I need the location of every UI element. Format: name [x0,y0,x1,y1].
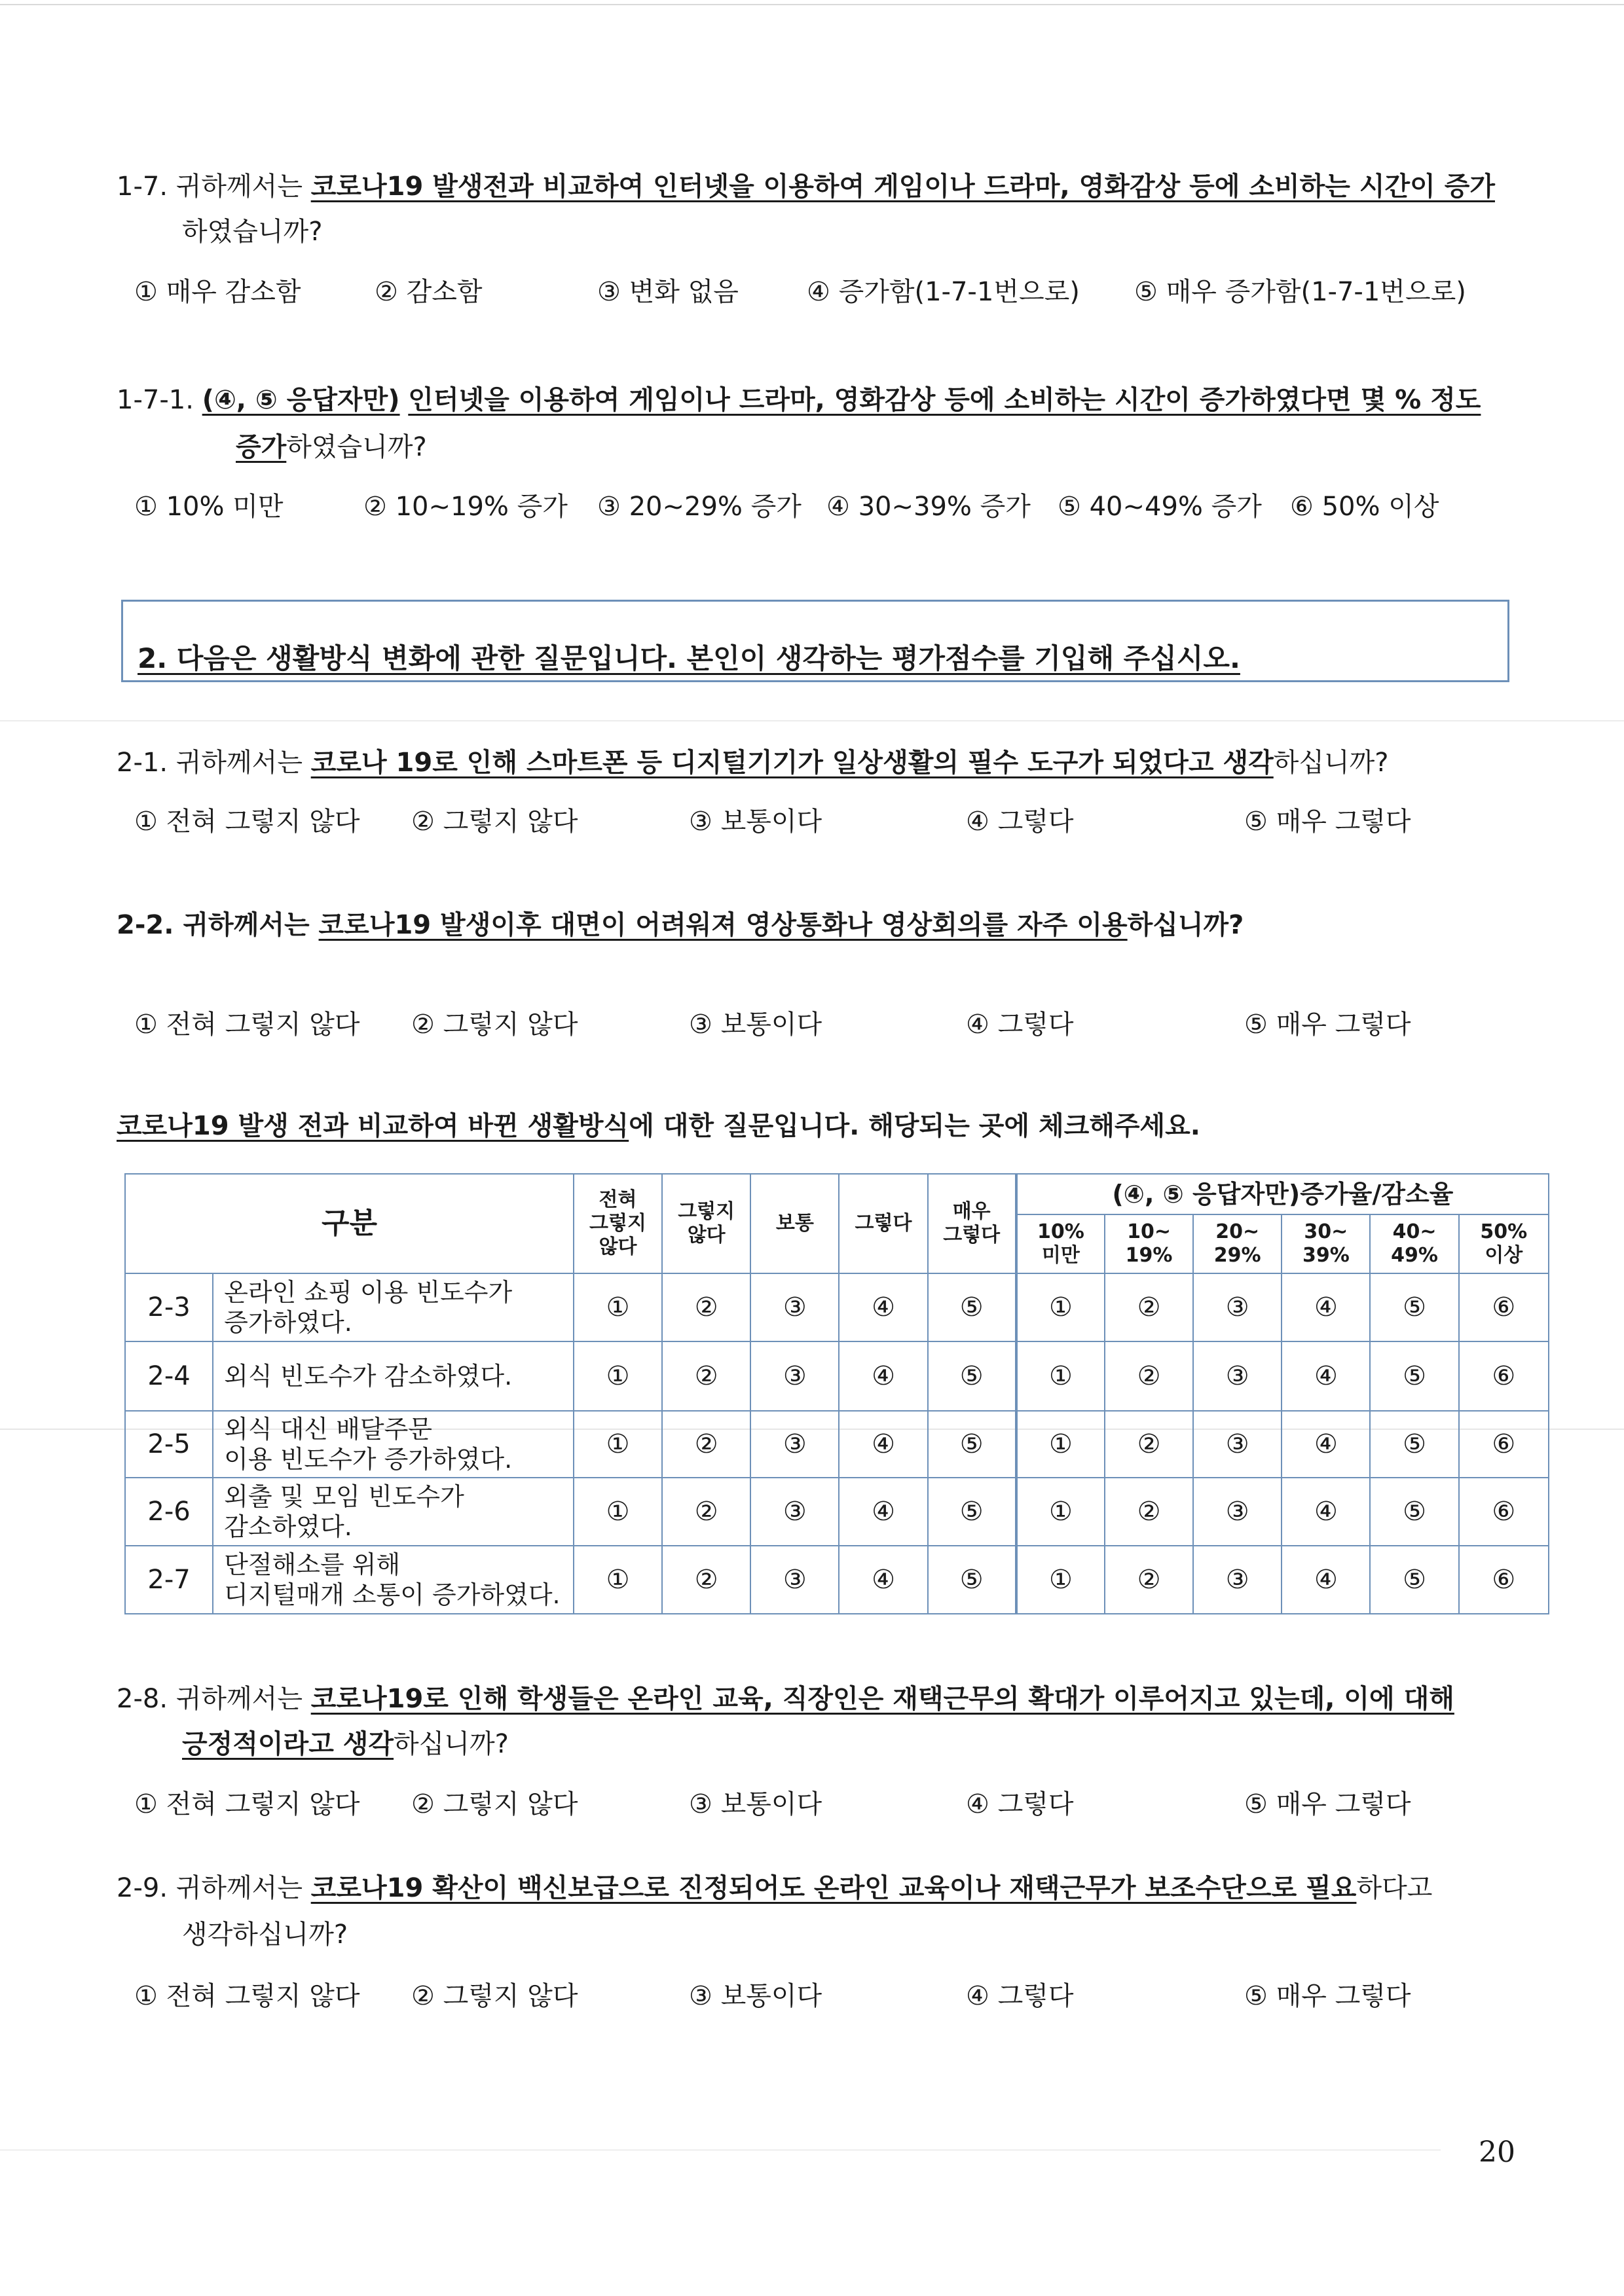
option-2[interactable]: ② 그렇지 않다 [411,1010,578,1040]
header-rate-6-text: 50% 이상 [1480,1220,1528,1267]
question-number: 1-7. [117,172,168,202]
table-intro [117,1108,1200,1144]
page-number: 20 [1479,2136,1515,2169]
question-2-9 [117,1870,1432,1906]
header-rate-4-text: 30~ 39% [1302,1220,1350,1267]
table-row [125,1546,1549,1614]
question-suffix: 하십니까? [394,1729,509,1759]
question-1-7-1 [117,382,1481,418]
rate-choice-5[interactable]: ⑤ [1370,1341,1458,1411]
likert-choice-4[interactable]: ④ [839,1273,927,1341]
likert-choice-2[interactable]: ② [662,1546,750,1614]
rate-choice-2[interactable]: ② [1105,1341,1193,1411]
rate-choice-1[interactable]: ① [1016,1478,1105,1546]
option-5[interactable]: ⑤ 매우 그렇다 [1244,1981,1411,2011]
table-row [125,1411,1549,1478]
option-5[interactable]: ⑤ 40~49% 증가 [1058,492,1262,522]
header-rate-5 [1370,1214,1458,1273]
option-2[interactable]: ② 감소함 [375,277,483,307]
likert-choice-5[interactable]: ⑤ [928,1546,1016,1614]
option-5[interactable]: ⑤ 매우 그렇다 [1244,807,1411,837]
likert-choice-4[interactable]: ④ [839,1411,927,1478]
rate-choice-6[interactable]: ⑥ [1459,1273,1549,1341]
header-likert-2 [662,1174,750,1273]
likert-choice-1[interactable]: ① [574,1546,662,1614]
row-label-line1: 단절해소를 위해 [224,1550,401,1579]
option-6[interactable]: ⑥ 50% 이상 [1290,492,1439,522]
rate-choice-4[interactable]: ④ [1282,1546,1370,1614]
row-label [213,1411,574,1478]
header-category: 구분 [125,1174,574,1273]
likert-choice-4[interactable]: ④ [839,1546,927,1614]
option-2[interactable]: ② 그렇지 않다 [411,1981,578,2011]
question-prefix: 귀하께서는 [175,1873,303,1903]
row-id: 2-6 [125,1478,213,1546]
header-likert-5-text: 매우 그렇다 [943,1200,1001,1247]
likert-choice-3[interactable]: ③ [750,1546,839,1614]
question-2-8 [117,1681,1454,1717]
likert-choice-5[interactable]: ⑤ [928,1341,1016,1411]
likert-choice-1[interactable]: ① [574,1478,662,1546]
rate-choice-3[interactable]: ③ [1193,1546,1282,1614]
option-1[interactable]: ① 전혀 그렇지 않다 [134,1010,360,1040]
question-suffix: 하십니까? [1273,748,1389,778]
row-label [213,1341,574,1411]
likert-choice-3[interactable]: ③ [750,1273,839,1341]
row-label-line1: 온라인 쇼핑 이용 빈도수가 [224,1278,513,1307]
question-number: 2-9. [117,1873,168,1903]
option-4[interactable]: ④ 그렇다 [966,1010,1074,1040]
option-1[interactable]: ① 매우 감소함 [134,277,301,307]
rate-choice-1[interactable]: ① [1016,1273,1105,1341]
rate-choice-2[interactable]: ② [1105,1411,1193,1478]
rate-choice-2[interactable]: ② [1105,1478,1193,1546]
scan-artifact-fold [0,720,1624,721]
likert-choice-2[interactable]: ② [662,1273,750,1341]
question-underlined-line2: 긍정적이라고 생각 [182,1729,394,1759]
option-3[interactable]: ③ 20~29% 증가 [597,492,802,522]
option-5[interactable]: ⑤ 매우 그렇다 [1244,1789,1411,1819]
option-1[interactable]: ① 전혀 그렇지 않다 [134,1981,360,2011]
rate-choice-4[interactable]: ④ [1282,1341,1370,1411]
header-likert-2-text: 그렇지 않다 [678,1200,735,1247]
question-1-7-continuation: 하였습니까? [182,217,323,247]
option-5[interactable]: ⑤ 매우 그렇다 [1244,1010,1411,1040]
rate-choice-2[interactable]: ② [1105,1546,1193,1614]
table-row [125,1341,1549,1411]
option-5[interactable]: ⑤ 매우 증가함(1-7-1번으로) [1134,277,1466,307]
likert-choice-5[interactable]: ⑤ [928,1273,1016,1341]
row-label [213,1546,574,1614]
row-label [213,1478,574,1546]
row-id: 2-4 [125,1341,213,1411]
question-number: 2-8. [117,1684,168,1714]
question-1-7 [117,168,1495,205]
table-row [125,1478,1549,1546]
rate-choice-3[interactable]: ③ [1193,1341,1282,1411]
header-likert-3: 보통 [750,1174,839,1273]
rate-choice-4[interactable]: ④ [1282,1478,1370,1546]
row-id: 2-5 [125,1411,213,1478]
question-underlined-text: 인터넷을 이용하여 게임이나 드라마, 영화감상 등에 소비하는 시간이 증가하였다면 몇 % 정도 [408,385,1481,415]
question-number: 2-1. [117,748,168,778]
header-rate-group: (④, ⑤ 응답자만)증가율/감소율 [1016,1174,1549,1214]
likert-choice-1[interactable]: ① [574,1273,662,1341]
likert-choice-3[interactable]: ③ [750,1341,839,1411]
rate-choice-5[interactable]: ⑤ [1370,1478,1458,1546]
rate-choice-5[interactable]: ⑤ [1370,1273,1458,1341]
row-label-line2: 감소하였다. [224,1512,352,1541]
question-bold-prefix: (④, ⑤ 응답자만) [202,385,400,415]
likert-choice-3[interactable]: ③ [750,1411,839,1478]
header-likert-1 [574,1174,662,1273]
question-2-8-continuation [182,1726,509,1762]
question-prefix: 귀하께서는 [175,748,303,778]
likert-choice-2[interactable]: ② [662,1478,750,1546]
question-number: 1-7-1. [117,385,194,415]
likert-choice-4[interactable]: ④ [839,1478,927,1546]
question-suffix: 하십니까? [1127,910,1244,940]
rate-choice-6[interactable]: ⑥ [1459,1546,1549,1614]
question-underlined-line2: 증가 [236,432,287,462]
row-label-line1: 외출 및 모임 빈도수가 [224,1482,464,1511]
rate-choice-6[interactable]: ⑥ [1459,1341,1549,1411]
option-3[interactable]: ③ 보통이다 [689,1010,822,1040]
question-underlined-text: 코로나19 발생전과 비교하여 인터넷을 이용하여 게임이나 드라마, 영화감상 등에 소비하는 시간이 증가 [310,172,1495,202]
option-2[interactable]: ② 그렇지 않다 [411,807,578,837]
rate-choice-3[interactable]: ③ [1193,1478,1282,1546]
rate-choice-4[interactable]: ④ [1282,1273,1370,1341]
likert-choice-5[interactable]: ⑤ [928,1411,1016,1478]
option-3[interactable]: ③ 보통이다 [689,1981,822,2011]
header-rate-3 [1193,1214,1282,1273]
row-id: 2-7 [125,1546,213,1614]
question-underlined-text: 코로나19 발생이후 대면이 어려워져 영상통화나 영상회의를 자주 이용 [318,910,1128,940]
likert-choice-5[interactable]: ⑤ [928,1478,1016,1546]
question-underlined-text: 코로나 19로 인해 스마트폰 등 디지털기기가 일상생활의 필수 도구가 되었다고 생각 [310,748,1274,778]
question-underlined-text: 코로나19 확산이 백신보급으로 진정되어도 온라인 교육이나 재택근무가 보조수단으로 필요 [310,1873,1357,1903]
option-4[interactable]: ④ 그렇다 [966,1981,1074,2011]
row-label-line2: 디지털매개 소통이 증가하였다. [224,1580,561,1609]
option-4[interactable]: ④ 30~39% 증가 [826,492,1031,522]
header-likert-4: 그렇다 [839,1174,927,1273]
header-rate-1 [1016,1214,1105,1273]
rate-choice-5[interactable]: ⑤ [1370,1546,1458,1614]
option-3[interactable]: ③ 보통이다 [689,807,822,837]
scan-artifact-top [0,4,1624,5]
rate-choice-1[interactable]: ① [1016,1411,1105,1478]
question-suffix: 하다고 [1356,1873,1433,1903]
question-prefix: 귀하께서는 [175,1684,303,1714]
likert-choice-1[interactable]: ① [574,1341,662,1411]
likert-choice-4[interactable]: ④ [839,1341,927,1411]
likert-choice-2[interactable]: ② [662,1411,750,1478]
question-2-2 [117,907,1244,943]
likert-choice-1[interactable]: ① [574,1411,662,1478]
option-2[interactable]: ② 그렇지 않다 [411,1789,578,1819]
rate-choice-1[interactable]: ① [1016,1546,1105,1614]
rate-choice-6[interactable]: ⑥ [1459,1478,1549,1546]
rate-choice-6[interactable]: ⑥ [1459,1411,1549,1478]
lifestyle-change-table [124,1173,1549,1614]
option-1[interactable]: ① 전혀 그렇지 않다 [134,1789,360,1819]
row-label-line1: 외식 대신 배달주문 [224,1415,432,1444]
question-suffix: 하였습니까? [286,432,427,462]
option-3[interactable]: ③ 보통이다 [689,1789,822,1819]
table-intro-rest: 에 대한 질문입니다. 해당되는 곳에 체크해주세요. [629,1111,1201,1141]
option-3[interactable]: ③ 변화 없음 [597,277,739,307]
table-row [125,1273,1549,1341]
row-label-line2: 증가하였다. [224,1308,352,1337]
row-label [213,1273,574,1341]
question-2-9-continuation: 생각하십니까? [182,1920,348,1950]
option-4[interactable]: ④ 그렇다 [966,807,1074,837]
header-rate-5-text: 40~ 49% [1391,1220,1438,1267]
header-rate-2-text: 10~ 19% [1125,1220,1173,1267]
header-rate-1-text: 10% 미만 [1037,1220,1084,1267]
header-rate-6 [1459,1214,1549,1273]
question-1-7-1-continuation [236,429,427,465]
section-2-title: 2. 다음은 생활방식 변화에 관한 질문입니다. 본인이 생각하는 평가점수를 기입해 주십시오. [138,642,1240,674]
likert-choice-3[interactable]: ③ [750,1478,839,1546]
rate-choice-4[interactable]: ④ [1282,1411,1370,1478]
likert-choice-2[interactable]: ② [662,1341,750,1411]
table-body [125,1273,1549,1614]
question-number: 2-2. [117,910,174,940]
table-intro-underlined: 코로나19 발생 전과 비교하여 바뀐 생활방식 [117,1111,629,1141]
question-prefix: 귀하께서는 [183,910,310,940]
question-prefix: 귀하께서는 [175,172,303,202]
option-2[interactable]: ② 10~19% 증가 [363,492,568,522]
rate-choice-2[interactable]: ② [1105,1273,1193,1341]
scan-artifact-bottom [0,2149,1441,2151]
rate-choice-5[interactable]: ⑤ [1370,1411,1458,1478]
option-1[interactable]: ① 10% 미만 [134,492,284,522]
section-2-box [121,600,1509,682]
option-4[interactable]: ④ 증가함(1-7-1번으로) [807,277,1080,307]
row-id: 2-3 [125,1273,213,1341]
header-likert-5 [928,1174,1016,1273]
header-rate-3-text: 20~ 29% [1213,1220,1261,1267]
header-rate-2 [1105,1214,1193,1273]
option-1[interactable]: ① 전혀 그렇지 않다 [134,807,360,837]
question-underlined-text: 코로나19로 인해 학생들은 온라인 교육, 직장인은 재택근무의 확대가 이루어지고 있는데, 이에 대해 [310,1684,1454,1714]
rate-choice-3[interactable]: ③ [1193,1273,1282,1341]
rate-choice-3[interactable]: ③ [1193,1411,1282,1478]
question-2-1 [117,744,1389,781]
row-label-line2: 이용 빈도수가 증가하였다. [224,1445,513,1474]
rate-choice-1[interactable]: ① [1016,1341,1105,1411]
row-label-line1: 외식 빈도수가 감소하였다. [224,1362,513,1391]
header-likert-1-text: 전혀 그렇지 않다 [589,1188,646,1258]
header-rate-4 [1282,1214,1370,1273]
option-4[interactable]: ④ 그렇다 [966,1789,1074,1819]
